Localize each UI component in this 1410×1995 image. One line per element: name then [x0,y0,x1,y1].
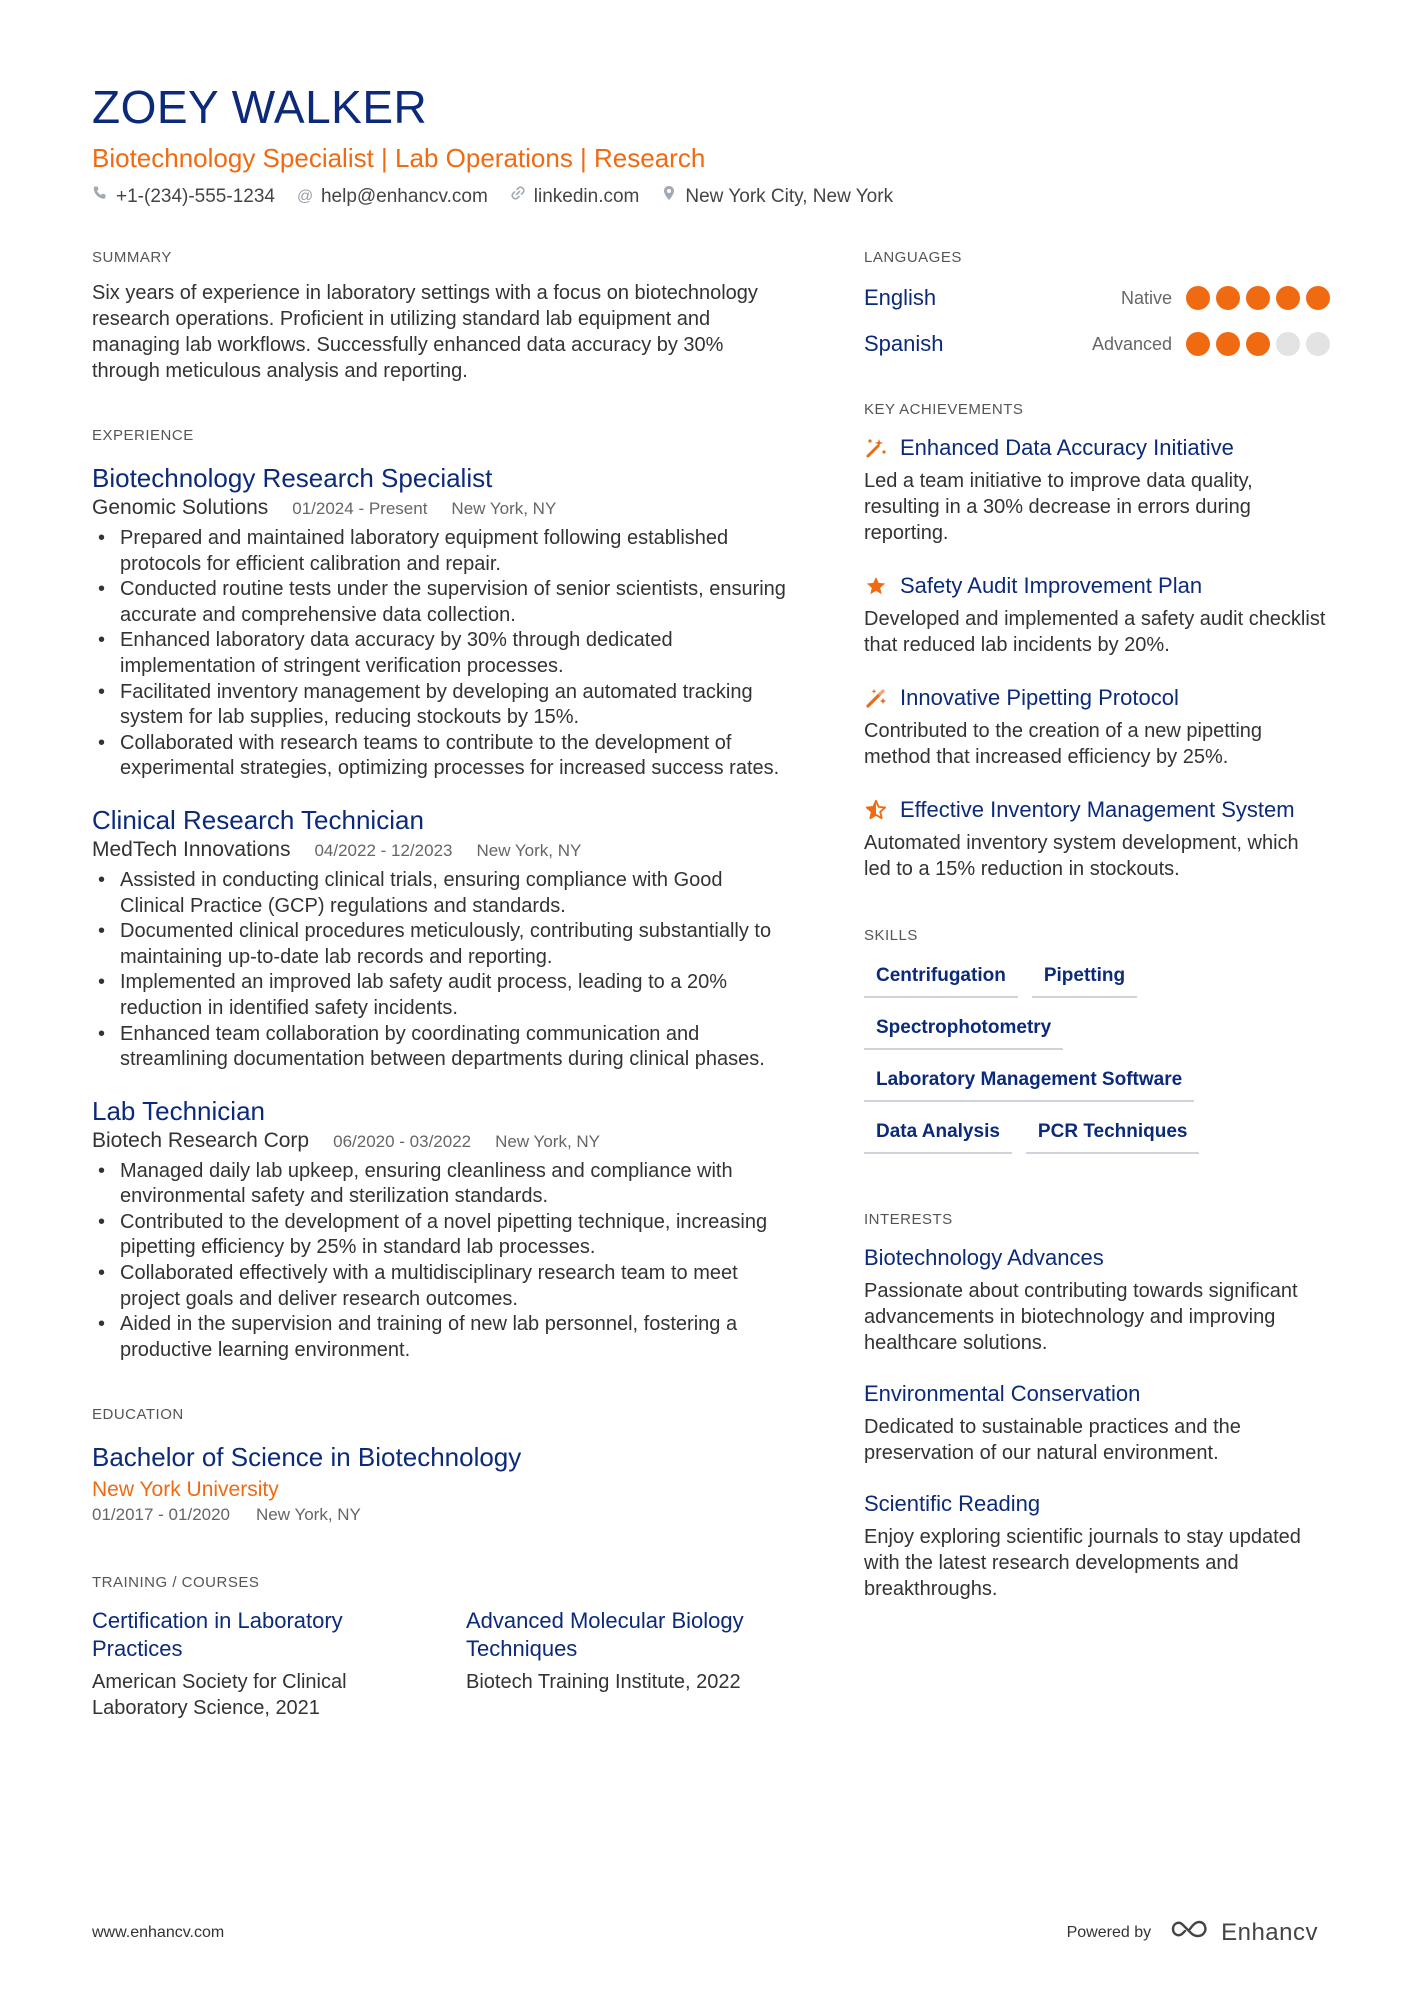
skill-chip: Centrifugation [864,960,1018,998]
job-bullet: • Conducted routine tests under the supervision of senior scientists, ensuring accurate and comprehensive data collection. [92,577,792,628]
education-location: New York, NY [256,1505,361,1525]
job-bullets [92,1159,792,1364]
skill-chip: Laboratory Management Software [864,1064,1194,1102]
job-bullet: • Managed daily lab upkeep, ensuring cleanliness and compliance with environmental safety and sterilization standards. [92,1159,792,1210]
languages-section [864,248,1330,360]
rating-dot-empty [1306,332,1330,356]
job-entry [92,1095,792,1364]
achievement-title: Safety Audit Improvement Plan [900,573,1203,598]
infinity-logo-icon [1169,1918,1213,1947]
language-level: Advanced [1091,333,1172,354]
job-meta [92,838,792,862]
languages-heading: LANGUAGES [864,249,962,266]
rating-dot-empty [1276,332,1300,356]
contact-bar [92,184,1332,210]
job-company: Biotech Research Corp [92,1128,310,1152]
skill-row [864,1116,1264,1154]
job-dates: 01/2024 - Present [292,499,428,518]
resume-header [92,80,1332,210]
language-row [864,282,1330,314]
job-bullet: • Implemented an improved lab safety audit process, leading to a 20% reduction in identified safety incidents. [92,970,792,1021]
skill-chip: PCR Techniques [1026,1116,1200,1154]
contact-phone [92,184,275,210]
contact-email[interactable] [297,184,488,210]
interests-heading: INTERESTS [864,1211,953,1228]
left-column [92,248,792,1721]
skill-chip: Spectrophotometry [864,1012,1063,1050]
achievement-item [864,796,1330,882]
job-dates: 06/2020 - 03/2022 [333,1131,472,1151]
rating-dot-filled [1186,286,1210,310]
location-pin-icon [661,184,677,210]
education-dates: 01/2017 - 01/2020 [92,1505,231,1525]
job-bullets [92,868,792,1073]
job-company: Genomic Solutions [92,496,269,519]
job-bullet: • Documented clinical procedures meticulously, contributing substantially to maintaining up-to-date lab records and reporting. [92,919,792,970]
language-rating [1186,332,1330,356]
star-half-icon [864,796,888,824]
school-name: New York University [92,1478,279,1502]
job-location: New York, NY [451,499,557,518]
job-location: New York, NY [476,840,582,860]
rating-dot-filled [1306,286,1330,310]
achievement-item [864,684,1330,770]
candidate-title: Biotechnology Specialist | Lab Operations | Research [92,143,706,173]
skills-section [864,926,1330,1154]
job-bullet: • Prepared and maintained laboratory equipment following established protocols for efficient calibration and repair. [92,526,792,577]
job-bullet: • Contributed to the development of a novel pipetting technique, increasing pipetting efficiency by 25% in standard lab processes. [92,1210,792,1261]
powered-by-label: Powered by [1066,1923,1152,1941]
job-bullet: • Facilitated inventory management by developing an automated tracking system for lab supplies, reducing stockouts by 15%. [92,680,792,731]
email-text: help@enhancv.com [320,186,488,207]
skill-row [864,960,1264,998]
achievement-header [864,434,1330,462]
contact-location [661,184,893,210]
training-title: Advanced Molecular Biology Techniques [466,1608,744,1662]
training-item [92,1607,418,1721]
achievement-text: Developed and implemented a safety audit checklist that reduced lab incidents by 20%. [864,608,1326,656]
skills-heading: SKILLS [864,927,918,944]
achievement-title: Effective Inventory Management System [900,797,1295,822]
achievement-item [864,572,1330,658]
language-level: Native [1120,287,1172,308]
skills-list [864,960,1264,1154]
contact-linkedin[interactable] [510,184,640,210]
education-section [92,1405,792,1525]
rating-dot-filled [1186,332,1210,356]
candidate-name: ZOEY WALKER [92,81,428,133]
training-org: American Society for Clinical Laboratory Science, 2021 [92,1671,347,1720]
interest-title: Scientific Reading [864,1491,1041,1516]
job-dates: 04/2022 - 12/2023 [314,840,453,860]
brand-logo[interactable] [1169,1918,1318,1947]
star-icon [864,572,888,600]
language-rating [1186,286,1330,310]
training-grid [92,1607,792,1721]
rating-dot-filled [1216,286,1240,310]
skill-chip: Data Analysis [864,1116,1012,1154]
achievements-heading: KEY ACHIEVEMENTS [864,401,1024,418]
education-meta [92,1505,792,1525]
achievement-header [864,684,1330,712]
experience-section [92,426,792,1363]
job-bullets [92,526,792,782]
job-bullet: • Aided in the supervision and training of new lab personnel, fostering a productive learning environment. [92,1312,792,1363]
achievement-text: Contributed to the creation of a new pipetting method that increased efficiency by 25%. [864,720,1263,768]
interest-text: Passionate about contributing towards significant advancements in biotechnology and improving healthcare solutions. [864,1280,1298,1354]
interest-item [864,1244,1330,1356]
wand-icon [864,684,888,712]
interest-item [864,1490,1330,1602]
interest-item [864,1380,1330,1466]
achievement-title: Innovative Pipetting Protocol [900,685,1179,710]
training-title: Certification in Laboratory Practices [92,1608,343,1662]
job-meta [92,496,792,520]
achievement-title: Enhanced Data Accuracy Initiative [900,435,1234,460]
at-icon: @ [296,188,314,205]
rating-dot-filled [1246,286,1270,310]
job-bullet: • Enhanced laboratory data accuracy by 30% through dedicated implementation of stringent verification processes. [92,628,792,679]
powered-by [1067,1918,1318,1947]
job-title: Lab Technician [92,1095,265,1126]
page-footer [92,1918,1318,1947]
training-section [92,1573,792,1721]
job-company: MedTech Innovations [92,837,291,861]
skill-row [864,1012,1264,1050]
skill-chip: Pipetting [1032,960,1137,998]
achievement-text: Led a team initiative to improve data quality, resulting in a 30% decrease in errors during reporting. [864,470,1253,544]
interest-title: Environmental Conservation [864,1381,1141,1406]
job-bullet: • Collaborated effectively with a multidisciplinary research team to meet project goals and deliver research outcomes. [92,1261,792,1312]
language-name: Spanish [864,331,944,356]
interest-title: Biotechnology Advances [864,1245,1104,1270]
training-item [466,1607,792,1721]
achievement-text: Automated inventory system development, which led to a 15% reduction in stockouts. [864,832,1299,880]
job-meta [92,1129,792,1153]
interests-section [864,1210,1330,1602]
experience-heading: EXPERIENCE [92,427,194,444]
job-location: New York, NY [495,1131,601,1151]
phone-text: +1-(234)-555-1234 [116,186,275,207]
job-title: Clinical Research Technician [92,804,424,835]
job-bullet: • Collaborated with research teams to contribute to the development of experimental strategies, optimizing processes for increased success rates. [92,731,792,782]
rating-dot-filled [1246,332,1270,356]
achievement-header [864,572,1330,600]
summary-section [92,248,792,384]
rating-dot-filled [1276,286,1300,310]
achievement-header [864,796,1330,824]
skill-row [864,1064,1264,1102]
magic-wand-icon [864,434,888,462]
summary-heading: SUMMARY [92,249,172,266]
rating-dot-filled [1216,332,1240,356]
training-heading: TRAINING / COURSES [92,1574,260,1592]
language-row [864,328,1330,360]
achievements-section [864,400,1330,882]
brand-name: Enhancv [1221,1918,1318,1946]
job-bullet: • Enhanced team collaboration by coordinating communication and streamlining documentation between departments during clinical phases. [92,1022,792,1073]
job-bullet: • Assisted in conducting clinical trials, ensuring compliance with Good Clinical Practice (GCP) regulations and standards. [92,868,792,919]
interest-text: Dedicated to sustainable practices and the preservation of our natural environment. [864,1416,1241,1464]
job-title: Biotechnology Research Specialist [92,463,493,493]
footer-url[interactable]: www.enhancv.com [92,1923,225,1941]
summary-text: Six years of experience in laboratory settings with a focus on biotechnology research operations. Proficient in utilizing standard lab equipment and managing lab workflows. Successfully enhanced data accuracy by 30% through meticulous analysis and reporting. [92,282,758,382]
right-column [864,248,1330,1602]
interest-text: Enjoy exploring scientific journals to stay updated with the latest research developments and breakthroughs. [864,1526,1301,1600]
phone-icon [92,184,108,210]
language-name: English [864,285,937,310]
training-org: Biotech Training Institute, 2022 [466,1671,741,1694]
degree-title: Bachelor of Science in Biotechnology [92,1442,522,1473]
achievement-item [864,434,1330,546]
education-heading: EDUCATION [92,1406,184,1424]
linkedin-text: linkedin.com [533,186,640,207]
location-text: New York City, New York [685,186,894,207]
link-icon [510,184,526,210]
job-entry [92,804,792,1073]
job-entry [92,462,792,782]
